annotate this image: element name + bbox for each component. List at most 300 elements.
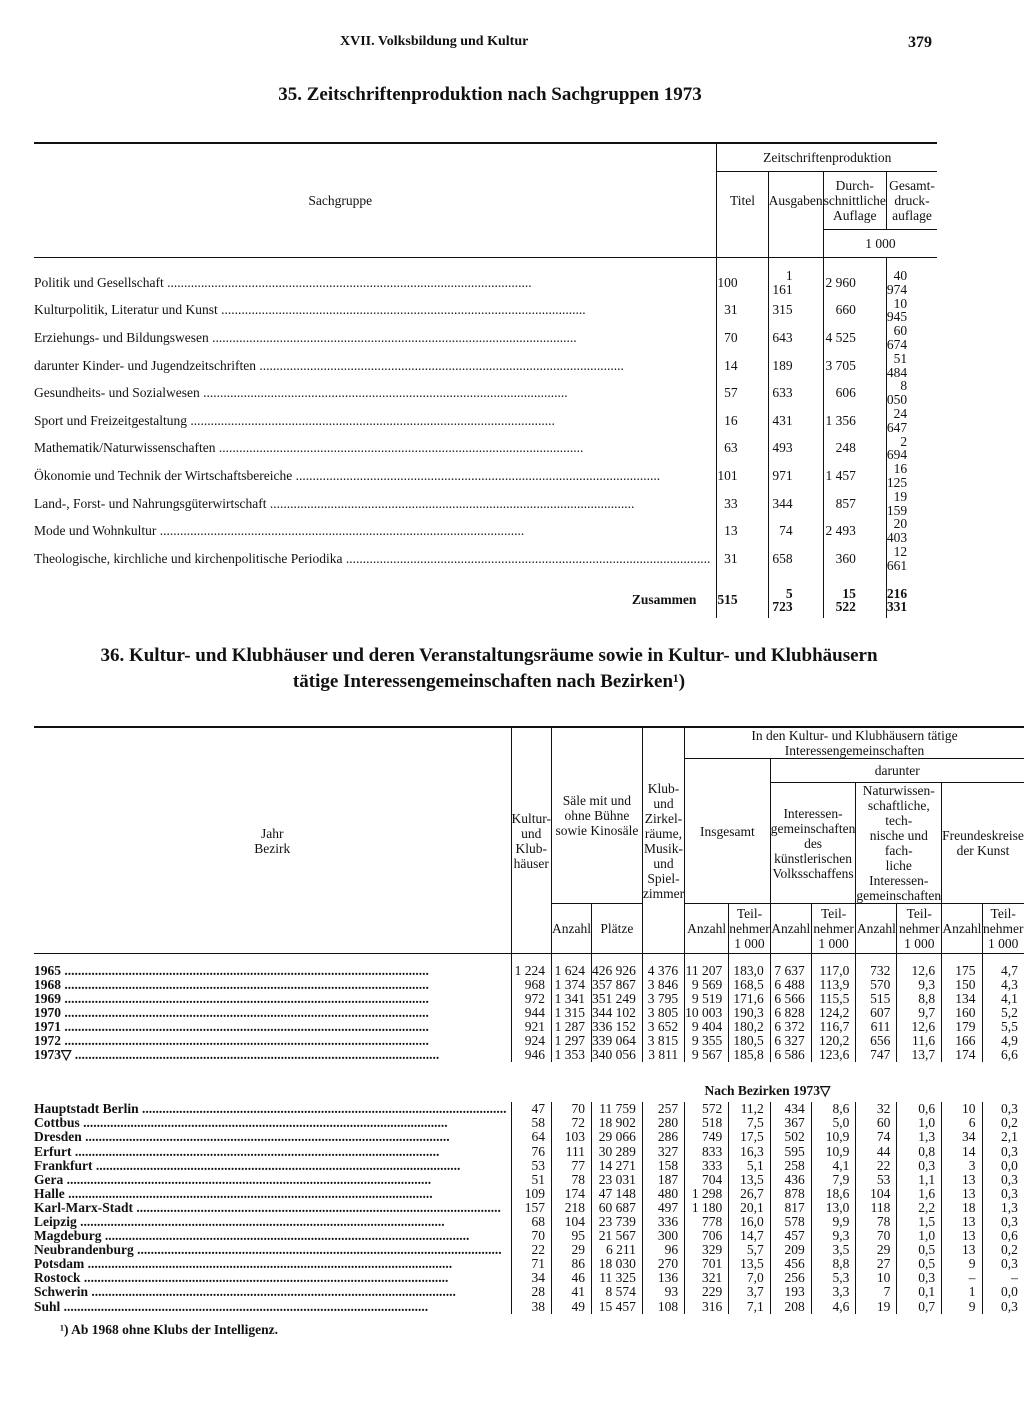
table-cell: 229 — [685, 1285, 729, 1299]
table-cell: 26,7 — [729, 1187, 770, 1201]
table-cell: 9 404 — [685, 1020, 729, 1034]
district-row — [34, 1243, 1024, 1257]
col-kultur-klubhaeuser: Kultur- und Klub- häuser — [511, 727, 551, 954]
table-cell: 6 488 — [770, 978, 811, 992]
row-label-text: Land-, Forst- und Nahrungsgüterwirtschaft ..... — [34, 496, 634, 511]
table-cell: 7,0 — [729, 1271, 770, 1285]
table-cell: 8,6 — [811, 1102, 856, 1116]
table-cell: 4,7 — [982, 964, 1024, 978]
table-cell: 8 050 — [886, 379, 937, 407]
table-cell: 7 — [856, 1285, 897, 1299]
row-label — [34, 1116, 511, 1130]
row-label — [34, 1145, 511, 1159]
table-cell: 747 — [856, 1048, 897, 1062]
table-cell: 18,6 — [811, 1187, 856, 1201]
table-cell: 2,1 — [982, 1130, 1024, 1144]
row-label — [34, 1130, 511, 1144]
row-label — [34, 1173, 511, 1187]
table-cell: 1 341 — [552, 992, 592, 1006]
table-cell: 8,8 — [811, 1257, 856, 1271]
table-cell: 4,1 — [811, 1159, 856, 1173]
table-cell: 1 315 — [552, 1006, 592, 1020]
table-cell: 0,0 — [982, 1159, 1024, 1173]
table-cell: 12,6 — [897, 964, 942, 978]
table-cell: 13,0 — [811, 1201, 856, 1215]
row-label — [34, 352, 717, 380]
table-cell: 436 — [770, 1173, 811, 1187]
table-cell: 0,2 — [982, 1116, 1024, 1130]
table-cell: 1,6 — [897, 1187, 942, 1201]
table-cell: 817 — [770, 1201, 811, 1215]
table-cell: 340 056 — [591, 1048, 642, 1062]
table-cell: 47 148 — [591, 1187, 642, 1201]
row-label-text: 1965 ..... — [34, 964, 429, 978]
table-cell: 5,0 — [811, 1116, 856, 1130]
table-cell: 8,8 — [897, 992, 942, 1006]
col-jahr-bezirk: Jahr Bezirk — [254, 825, 291, 856]
row-label-text: Leipzig ..... — [34, 1215, 445, 1229]
district-row — [34, 1271, 1024, 1285]
row-label — [34, 324, 717, 352]
row-label — [34, 978, 511, 992]
table-cell: 921 — [511, 1020, 551, 1034]
table-cell: 8 574 — [591, 1285, 642, 1299]
table-cell: 6 828 — [770, 1006, 811, 1020]
table-cell: 257 — [642, 1102, 684, 1116]
table-cell: 5,2 — [982, 1006, 1024, 1020]
col-auflage: Durch- schnittliche Auflage — [823, 171, 886, 229]
table-cell: 13,7 — [897, 1048, 942, 1062]
table-cell: 0,6 — [982, 1229, 1024, 1243]
row-label-text: Politik und Gesellschaft ..... — [34, 275, 532, 290]
table-cell: 732 — [856, 964, 897, 978]
year-row — [34, 1006, 1024, 1020]
table-cell: 12,6 — [897, 1020, 942, 1034]
table-cell: 656 — [856, 1034, 897, 1048]
table-cell: 104 — [552, 1215, 592, 1229]
table-cell: 10,9 — [811, 1130, 856, 1144]
table-cell: 14,7 — [729, 1229, 770, 1243]
footnote: ¹) Ab 1968 ohne Klubs der Intelligenz. — [60, 1322, 278, 1337]
table-cell: 315 — [768, 297, 823, 325]
district-row — [34, 1116, 1024, 1130]
total-cell: 216 331 — [886, 573, 937, 619]
row-label-text: Suhl ..... — [34, 1300, 428, 1314]
table-cell: 578 — [770, 1215, 811, 1229]
table-cell: 968 — [511, 978, 551, 992]
table-cell: 32 — [856, 1102, 897, 1116]
table-cell: 16,3 — [729, 1145, 770, 1159]
row-label-text: 1971 ..... — [34, 1020, 429, 1034]
table-cell: 100 — [717, 269, 768, 297]
col-kuenstlerisch: Interessen- gemeinschaften des künstlerischen Volksschaffens — [770, 783, 856, 904]
table-cell: 60 687 — [591, 1201, 642, 1215]
table-cell: 116,7 — [811, 1020, 856, 1034]
table-cell: 5,7 — [729, 1243, 770, 1257]
table-cell: 111 — [552, 1145, 592, 1159]
table-cell: 51 — [511, 1173, 551, 1187]
table-cell: 360 — [823, 545, 886, 573]
district-row — [34, 1173, 1024, 1187]
table-cell: 3 811 — [642, 1048, 684, 1062]
table-cell: 6,6 — [982, 1048, 1024, 1062]
table-cell: 572 — [685, 1102, 729, 1116]
group-zeitschriftenproduktion: Zeitschriftenproduktion — [717, 143, 937, 171]
table-row — [34, 407, 937, 435]
table-cell: 103 — [552, 1130, 592, 1144]
table-cell: 611 — [856, 1020, 897, 1034]
table-cell: 0,2 — [982, 1243, 1024, 1257]
table-cell: 778 — [685, 1215, 729, 1229]
table-cell: 480 — [642, 1187, 684, 1201]
table-cell: 3 652 — [642, 1020, 684, 1034]
table-cell: 13 — [942, 1187, 982, 1201]
row-label-text: Gesundheits- und Sozialwesen ..... — [34, 385, 568, 400]
table-cell: 13,5 — [729, 1173, 770, 1187]
table-cell: 286 — [642, 1130, 684, 1144]
table-cell: 18 902 — [591, 1116, 642, 1130]
table-cell: 115,5 — [811, 992, 856, 1006]
row-label — [34, 1020, 511, 1034]
section-title: XVII. Volksbildung und Kultur — [340, 34, 529, 49]
table-cell: 606 — [823, 379, 886, 407]
table-cell: 74 — [856, 1130, 897, 1144]
table-cell: 4,1 — [982, 992, 1024, 1006]
table-cell: 13,5 — [729, 1257, 770, 1271]
row-label — [34, 1285, 511, 1299]
row-label — [34, 490, 717, 518]
table-cell: 878 — [770, 1187, 811, 1201]
table-cell: 33 — [717, 490, 768, 518]
table-cell: 570 — [856, 978, 897, 992]
table-cell: 15 457 — [591, 1300, 642, 1314]
table-cell: 6 566 — [770, 992, 811, 1006]
table-cell: 44 — [856, 1145, 897, 1159]
row-label-text: Dresden ..... — [34, 1130, 450, 1144]
table-cell: 166 — [942, 1034, 982, 1048]
table-cell: 9 519 — [685, 992, 729, 1006]
row-label — [34, 992, 511, 1006]
row-label — [34, 1271, 511, 1285]
table-cell: 1,1 — [897, 1173, 942, 1187]
table-cell: 70 — [856, 1229, 897, 1243]
district-row — [34, 1102, 1024, 1116]
table-cell: 1 356 — [823, 407, 886, 435]
table35-title: 35. Zeitschriftenproduktion nach Sachgruppen 1973 — [278, 84, 702, 105]
year-row — [34, 978, 1024, 992]
table-cell: 174 — [552, 1187, 592, 1201]
table-cell: 749 — [685, 1130, 729, 1144]
row-label — [34, 435, 717, 463]
row-label — [34, 1243, 511, 1257]
row-label — [34, 379, 717, 407]
col-insg-teiln: Teil- nehmer 1 000 — [729, 904, 770, 954]
table36 — [34, 726, 1024, 1314]
row-label-text: Frankfurt ..... — [34, 1159, 460, 1173]
district-row — [34, 1257, 1024, 1271]
table-cell: 60 674 — [886, 324, 937, 352]
row-label — [34, 964, 511, 978]
table-cell: 339 064 — [591, 1034, 642, 1048]
table-cell: 13 — [942, 1173, 982, 1187]
table-cell: 434 — [770, 1102, 811, 1116]
table-cell: 53 — [856, 1173, 897, 1187]
table-cell: 10 — [942, 1102, 982, 1116]
table-cell: 9 569 — [685, 978, 729, 992]
table-cell: 946 — [511, 1048, 551, 1062]
table-cell: 0,3 — [982, 1257, 1024, 1271]
table-cell: 40 974 — [886, 269, 937, 297]
row-label-text: 1968 ..... — [34, 978, 429, 992]
district-row — [34, 1145, 1024, 1159]
district-row — [34, 1159, 1024, 1173]
table-cell: 64 — [511, 1130, 551, 1144]
total-label: Zusammen — [631, 592, 697, 608]
table-cell: 23 739 — [591, 1215, 642, 1229]
table-cell: 1 287 — [552, 1020, 592, 1034]
table-cell: 14 271 — [591, 1159, 642, 1173]
table-cell: 18 — [942, 1201, 982, 1215]
table-cell: 0,7 — [897, 1300, 942, 1314]
total-row — [34, 573, 937, 619]
table-cell: 972 — [511, 992, 551, 1006]
table-cell: 95 — [552, 1229, 592, 1243]
table-cell: 3 815 — [642, 1034, 684, 1048]
table-row — [34, 517, 937, 545]
table-cell: – — [982, 1271, 1024, 1285]
row-label-text: Theologische, kirchliche und kirchenpolitische Periodika ..... — [34, 551, 710, 566]
table-cell: 1 — [942, 1285, 982, 1299]
table-cell: 431 — [768, 407, 823, 435]
table-cell: 96 — [642, 1243, 684, 1257]
table-cell: 0,3 — [982, 1215, 1024, 1229]
table-cell: 208 — [770, 1300, 811, 1314]
table-cell: 13 — [942, 1215, 982, 1229]
row-label — [34, 1187, 511, 1201]
table-cell: 300 — [642, 1229, 684, 1243]
table-cell: 280 — [642, 1116, 684, 1130]
table36-title-line2: tätige Interessengemeinschaften nach Bezirken¹) — [292, 671, 686, 692]
table-cell: 57 — [717, 379, 768, 407]
table-row — [34, 435, 937, 463]
row-label-text: Potsdam ..... — [34, 1257, 452, 1271]
table-cell: 7,9 — [811, 1173, 856, 1187]
row-label-text: Erfurt ..... — [34, 1145, 439, 1159]
year-row — [34, 1020, 1024, 1034]
row-label-text: darunter Kinder- und Jugendzeitschriften ..... — [34, 358, 624, 373]
col-saele: Säle mit und ohne Bühne sowie Kinosäle — [552, 727, 643, 904]
table-cell: 13 — [717, 517, 768, 545]
col-gesamtdruckauflage: Gesamt- druck- auflage — [886, 171, 937, 229]
col-saele-anzahl: Anzahl — [552, 904, 592, 954]
row-label — [34, 1300, 511, 1314]
district-row — [34, 1229, 1024, 1243]
table35 — [34, 142, 937, 618]
table-cell: 2 493 — [823, 517, 886, 545]
unit-1000: 1 000 — [823, 229, 937, 257]
district-row — [34, 1285, 1024, 1299]
table-cell: 3,5 — [811, 1243, 856, 1257]
table-cell: 1 457 — [823, 462, 886, 490]
table-cell: 180,2 — [729, 1020, 770, 1034]
col-freunde-anzahl: Anzahl — [942, 904, 982, 954]
row-label-text: 1973▽ ..... — [34, 1048, 439, 1062]
table-cell: 218 — [552, 1201, 592, 1215]
table-cell: 76 — [511, 1145, 551, 1159]
table-cell: 193 — [770, 1285, 811, 1299]
table-row — [34, 490, 937, 518]
table-cell: 27 — [856, 1257, 897, 1271]
table-cell: 31 — [717, 545, 768, 573]
table-cell: 336 152 — [591, 1020, 642, 1034]
table-cell: 1 624 — [552, 964, 592, 978]
table-cell: 333 — [685, 1159, 729, 1173]
table-cell: 357 867 — [591, 978, 642, 992]
table-cell: 457 — [770, 1229, 811, 1243]
col-kuenstl-anzahl: Anzahl — [770, 904, 811, 954]
total-cell: 15 522 — [823, 573, 886, 619]
col-naturwiss: Naturwissen- schaftliche, tech- nische und fach- liche Interessen- gemeinschaften — [856, 783, 942, 903]
table-cell: 1,3 — [897, 1130, 942, 1144]
total-cell: 515 — [717, 573, 768, 619]
table-cell: 2,2 — [897, 1201, 942, 1215]
table-cell: 14 — [942, 1145, 982, 1159]
table-cell: 0,6 — [897, 1102, 942, 1116]
group-interessengemeinschaften: In den Kultur- und Klubhäusern tätige Interessengemeinschaften — [685, 727, 1024, 759]
table-row — [34, 352, 937, 380]
table-cell: 160 — [942, 1006, 982, 1020]
table-cell: 93 — [642, 1285, 684, 1299]
table-cell: 3,3 — [811, 1285, 856, 1299]
col-insgesamt: Insgesamt — [685, 759, 771, 904]
table-cell: 1,3 — [982, 1201, 1024, 1215]
table-cell: 0,8 — [897, 1145, 942, 1159]
table-cell: 109 — [511, 1187, 551, 1201]
table-cell: 10 945 — [886, 297, 937, 325]
table-cell: 6 372 — [770, 1020, 811, 1034]
table-cell: 2 960 — [823, 269, 886, 297]
table-cell: 1 353 — [552, 1048, 592, 1062]
col-insg-anzahl: Anzahl — [685, 904, 729, 954]
table-cell: 2 694 — [886, 435, 937, 463]
table-cell: 180,5 — [729, 1034, 770, 1048]
district-row — [34, 1130, 1024, 1144]
table36-title — [34, 643, 944, 695]
table-cell: 10 003 — [685, 1006, 729, 1020]
table-cell: 5,3 — [811, 1271, 856, 1285]
table-cell: 11 207 — [685, 964, 729, 978]
row-label-text: Ökonomie und Technik der Wirtschaftsbereiche ..... — [34, 468, 660, 483]
table-cell: 34 — [511, 1271, 551, 1285]
table-cell: 1 224 — [511, 964, 551, 978]
table-cell: 5,5 — [982, 1020, 1024, 1034]
table-cell: 607 — [856, 1006, 897, 1020]
table-cell: 701 — [685, 1257, 729, 1271]
table-cell: 53 — [511, 1159, 551, 1173]
table-cell: 72 — [552, 1116, 592, 1130]
table-row — [34, 545, 937, 573]
table-cell: 3 795 — [642, 992, 684, 1006]
row-label — [34, 517, 717, 545]
table-cell: 971 — [768, 462, 823, 490]
page-number: 379 — [908, 34, 932, 51]
table-cell: 16 125 — [886, 462, 937, 490]
table-cell: 518 — [685, 1116, 729, 1130]
table-cell: 118 — [856, 1201, 897, 1215]
row-label-text: 1969 ..... — [34, 992, 429, 1006]
table-cell: 157 — [511, 1201, 551, 1215]
table-cell: 179 — [942, 1020, 982, 1034]
table-cell: – — [942, 1271, 982, 1285]
table-cell: 16 — [717, 407, 768, 435]
table-cell: 10 — [856, 1271, 897, 1285]
table-cell: 124,2 — [811, 1006, 856, 1020]
table-cell: 367 — [770, 1116, 811, 1130]
table-cell: 68 — [511, 1215, 551, 1229]
table-cell: 270 — [642, 1257, 684, 1271]
table-cell: 6 586 — [770, 1048, 811, 1062]
table-cell: 344 102 — [591, 1006, 642, 1020]
table-cell: 1 298 — [685, 1187, 729, 1201]
col-kuenstl-teiln: Teil- nehmer 1 000 — [811, 904, 856, 954]
table-cell: 4,6 — [811, 1300, 856, 1314]
table-cell: 168,5 — [729, 978, 770, 992]
row-label — [34, 1034, 511, 1048]
table-cell: 0,1 — [897, 1285, 942, 1299]
table-cell: 9,7 — [897, 1006, 942, 1020]
table-cell: 329 — [685, 1243, 729, 1257]
table-cell: 344 — [768, 490, 823, 518]
table-row — [34, 297, 937, 325]
table-cell: 13 — [942, 1243, 982, 1257]
table-cell: 0,3 — [982, 1173, 1024, 1187]
table-cell: 29 066 — [591, 1130, 642, 1144]
table-cell: 833 — [685, 1145, 729, 1159]
table-row — [34, 379, 937, 407]
table-cell: 1 374 — [552, 978, 592, 992]
table-cell: 113,9 — [811, 978, 856, 992]
table-cell: 123,6 — [811, 1048, 856, 1062]
table-cell: 456 — [770, 1257, 811, 1271]
row-label-text: Mode und Wohnkultur ..... — [34, 523, 524, 538]
table-cell: 134 — [942, 992, 982, 1006]
table-cell: 327 — [642, 1145, 684, 1159]
table-cell: 9 — [942, 1257, 982, 1271]
table-cell: 9,9 — [811, 1215, 856, 1229]
table-cell: 136 — [642, 1271, 684, 1285]
table-cell: 174 — [942, 1048, 982, 1062]
col-freundeskreise: Freundeskreise der Kunst — [942, 783, 1024, 904]
table-cell: 58 — [511, 1116, 551, 1130]
table-cell: 77 — [552, 1159, 592, 1173]
table-cell: 0,5 — [897, 1243, 942, 1257]
table-cell: 706 — [685, 1229, 729, 1243]
table-cell: 11 759 — [591, 1102, 642, 1116]
table-cell: 23 031 — [591, 1173, 642, 1187]
table-cell: 704 — [685, 1173, 729, 1187]
table-cell: 633 — [768, 379, 823, 407]
table-cell: 19 159 — [886, 490, 937, 518]
row-label-text: Neubrandenburg ..... — [34, 1243, 502, 1257]
table-cell: 1,5 — [897, 1215, 942, 1229]
table-cell: 34 — [942, 1130, 982, 1144]
table-cell: 150 — [942, 978, 982, 992]
table-cell: 4,3 — [982, 978, 1024, 992]
table-cell: 1 297 — [552, 1034, 592, 1048]
col-natur-anzahl: Anzahl — [856, 904, 897, 954]
row-label — [34, 407, 717, 435]
table-cell: 3 846 — [642, 978, 684, 992]
